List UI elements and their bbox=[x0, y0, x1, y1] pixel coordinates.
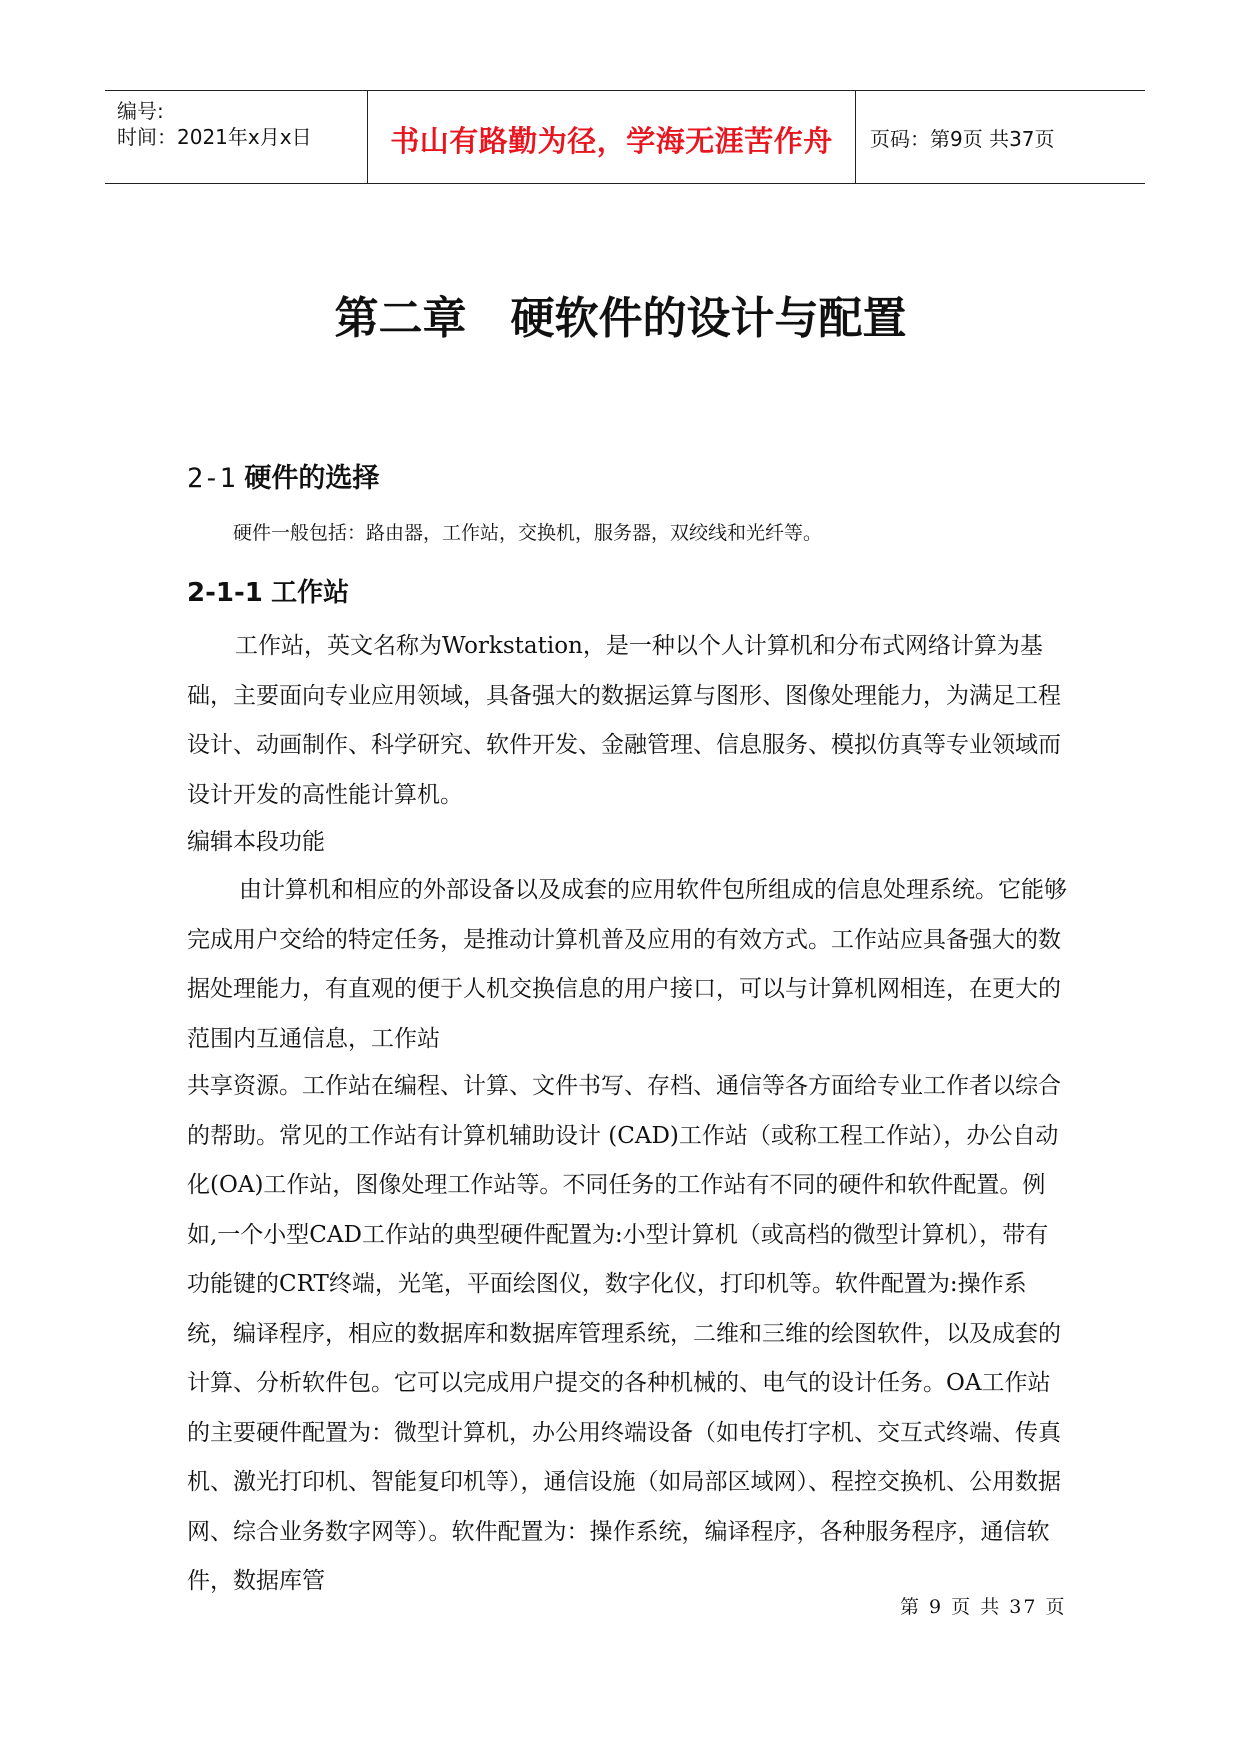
subsection-title: 工作站 bbox=[271, 578, 350, 608]
section-heading bbox=[187, 456, 379, 495]
header-right-cell bbox=[856, 91, 1145, 183]
page-footer: 第 9 页 共 37 页 bbox=[900, 1596, 1067, 1618]
paragraph-2-text: 由计算机和相应的外部设备以及成套的应用软件包所组成的信息处理系统。它能够完成用户交给的特定任务，是推动计算机普及应用的有效方式。工作站应具备强大的数据处理能力，有直观的便于人机交换信息的用户接口，可以与计算机网相连，在更大的范围内互通信息，工作站 bbox=[187, 877, 1067, 1052]
chapter-title: 第二章 硬软件的设计与配置 bbox=[334, 293, 907, 344]
paragraph-2 bbox=[187, 866, 1067, 1064]
intro-text: 硬件一般包括：路由器，工作站，交换机，服务器，双绞线和光纤等。 bbox=[233, 522, 823, 544]
header-table bbox=[105, 90, 1145, 184]
paragraph-3 bbox=[187, 1062, 1067, 1607]
page-info: 页码：第9页 共37页 bbox=[870, 127, 1055, 151]
edit-section-link[interactable]: 编辑本段功能 bbox=[187, 829, 325, 855]
paragraph-1-text: 工作站，英文名称为Workstation，是一种以个人计算机和分布式网络计算为基础，主要面向专业应用领域，具备强大的数据运算与图形、图像处理能力，为满足工程设计、动画制作、科学研究、软件开发、金融管理、信息服务、模拟仿真等专业领域而设计开发的高性能计算机。 bbox=[187, 633, 1061, 808]
header-left-cell bbox=[105, 91, 367, 183]
subsection-heading bbox=[187, 572, 349, 609]
time-label: 时间：2021年x月x日 bbox=[117, 125, 312, 149]
subsection-number: 2-1-1 bbox=[187, 578, 263, 608]
serial-label: 编号: bbox=[117, 99, 164, 123]
motto: 书山有路勤为径，学海无涯苦作舟 bbox=[390, 124, 833, 158]
section-title: 硬件的选择 bbox=[244, 463, 380, 494]
section-number: 2-1 bbox=[187, 463, 236, 494]
header-middle-cell bbox=[367, 91, 856, 183]
paragraph-1 bbox=[187, 622, 1067, 820]
paragraph-3-text: 共享资源。工作站在编程、计算、文件书写、存档、通信等各方面给专业工作者以综合的帮助。常见的工作站有计算机辅助设计 (CAD)工作站（或称工程工作站），办公自动化(OA)工作站，图像处理工作站等。不同任务的工作站有不同的硬件和软件配置。例如,一个小型CAD工作站的典型硬件配置为:小型计算机（或高档的微型计算机），带有功能键的CRT终端，光笔，平面绘图仪，数字化仪，打印机等。软件配置为:操作系统，编译程序，相应的数据库和数据库管理系统，二维和三维的绘图软件，以及成套的计算、分析软件包。它可以完成用户提交的各种机械的、电气的设计任务。OA工作站的主要硬件配置为：微型计算机，办公用终端设备（如电传打字机、交互式终端、传真机、激光打印机、智能复印机等），通信设施（如局部区域网）、程控交换机、公用数据网、综合业务数字网等）。软件配置为：操作系统，编译程序，各种服务程序，通信软件，数据库管 bbox=[187, 1073, 1061, 1594]
